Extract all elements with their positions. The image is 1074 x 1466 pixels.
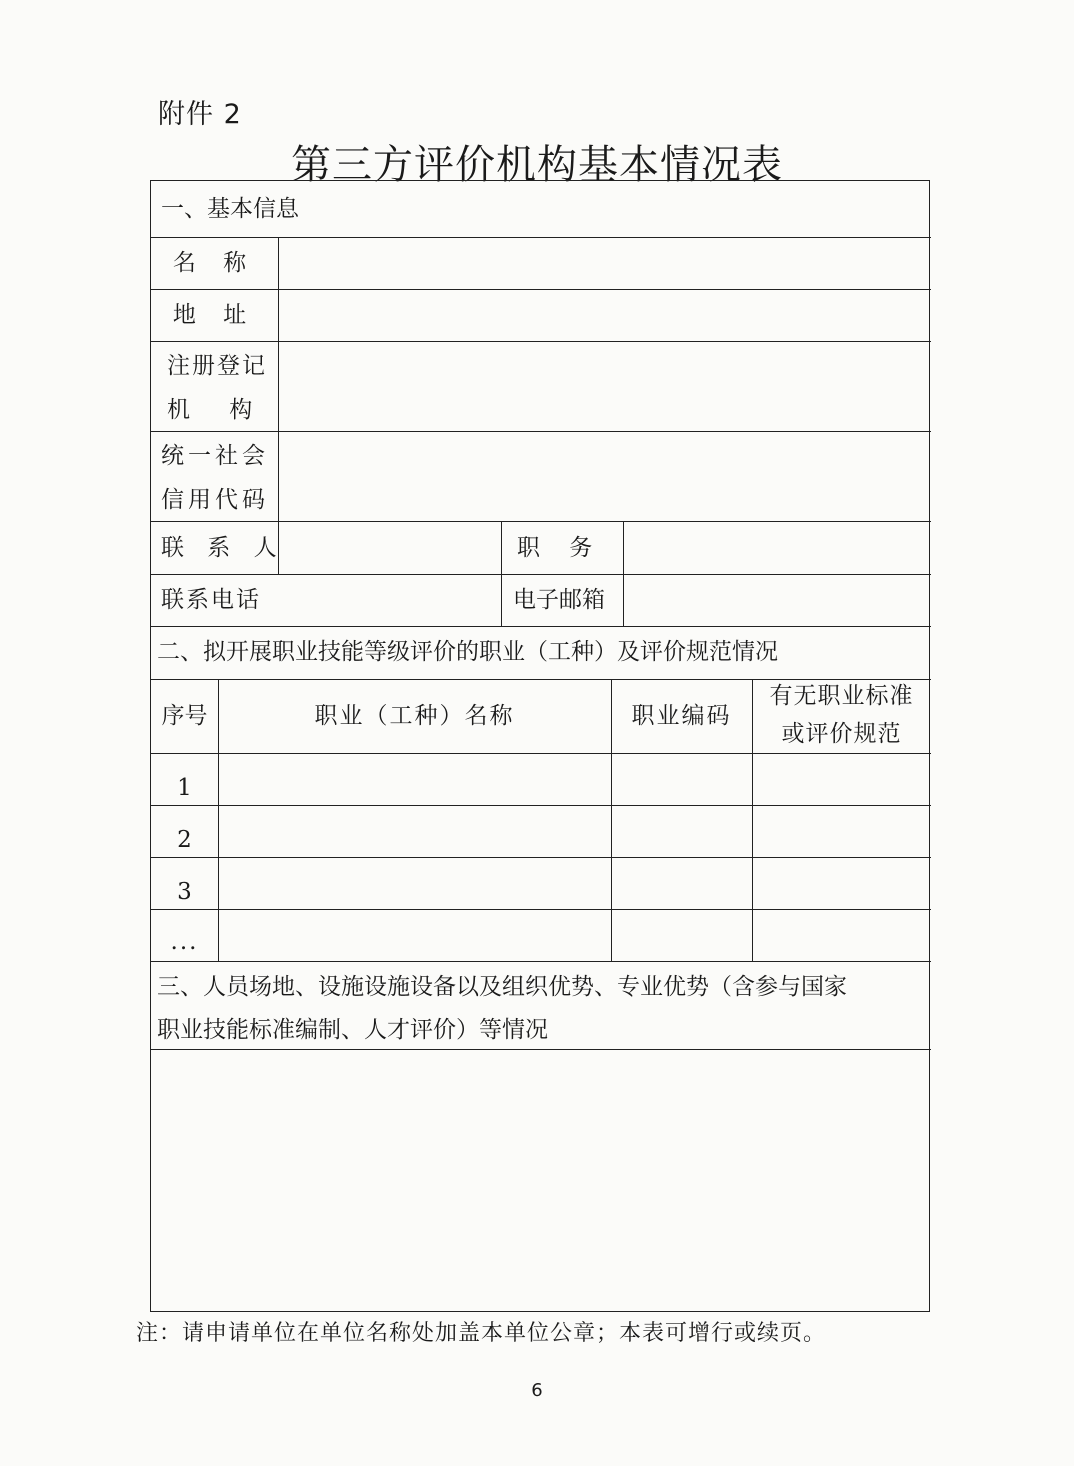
form-title: 第三方评价机构基本情况表	[291, 142, 783, 188]
attachment-label: 附件 2	[158, 99, 242, 130]
col-standard-header-line1: 有无职业标准	[769, 683, 914, 709]
registry-label-line2: 机 构	[167, 397, 255, 423]
position-label: 职 务	[517, 535, 593, 561]
section1-heading: 一、基本信息	[161, 196, 299, 222]
email-label: 电子邮箱	[513, 587, 605, 613]
credit-label-line1: 统一社会	[161, 443, 269, 469]
section2-heading: 二、拟开展职业技能等级评价的职业（工种）及评价规范情况	[157, 639, 778, 665]
col-name-header: 职业（工种）名称	[314, 703, 515, 729]
row-number: ...	[170, 929, 199, 955]
evaluation-form-table	[150, 180, 930, 1312]
col-no-header: 序号	[161, 703, 208, 729]
col-standard-header-line2: 或评价规范	[781, 721, 902, 747]
address-label: 地 址	[172, 302, 257, 328]
row-number: 3	[177, 879, 192, 905]
section3-heading-line1: 三、人员场地、设施设施设备以及组织优势、专业优势（含参与国家	[157, 974, 847, 1000]
registry-label-line1: 注册登记	[167, 353, 267, 379]
row-number: 2	[177, 827, 192, 853]
phone-label: 联系电话	[161, 587, 261, 613]
name-label: 名 称	[172, 250, 257, 276]
col-code-header: 职业编码	[631, 703, 732, 729]
footnote: 注：请申请单位在单位名称处加盖本单位公章；本表可增行或续页。	[136, 1321, 827, 1346]
page-number: 6	[531, 1380, 543, 1401]
contact-label: 联 系 人	[161, 535, 285, 561]
section3-heading-line2: 职业技能标准编制、人才评价）等情况	[157, 1017, 548, 1043]
credit-label-line2: 信用代码	[161, 487, 269, 513]
row-number: 1	[177, 775, 192, 801]
